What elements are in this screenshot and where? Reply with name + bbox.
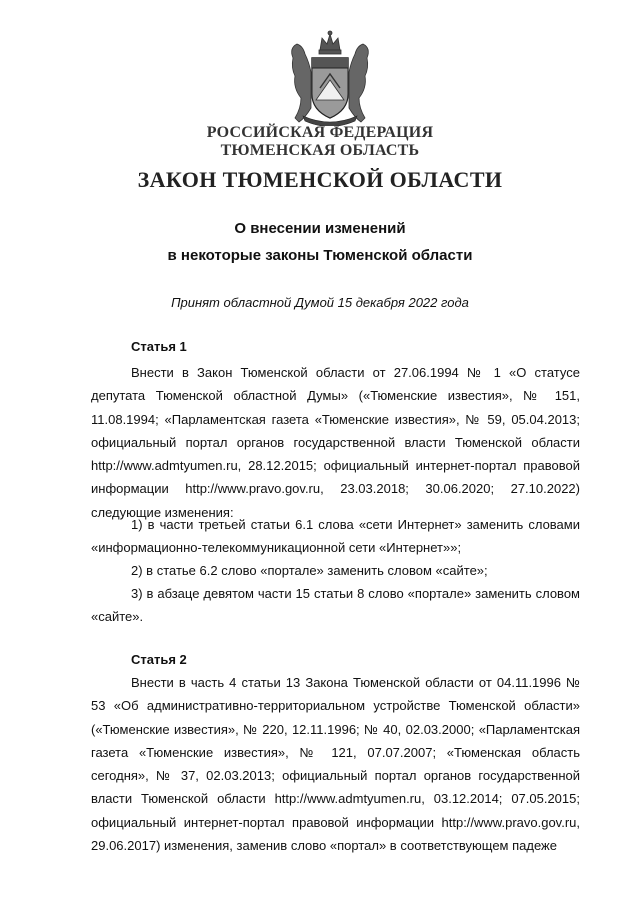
adoption-note: Принят областной Думой 15 декабря 2022 года — [171, 295, 469, 310]
article1-item3: 3) в абзаце девятом части 15 статьи 8 слово «портале» заменить словом «сайте». — [91, 586, 580, 625]
article1-item2: 2) в статье 6.2 слово «портале» заменить словом «сайте»; — [131, 563, 488, 578]
article1-item1: 1) в части третьей статьи 6.1 слова «сети Интернет» заменить словами «информационно-телекоммуникационной сети «Интернет»»; — [91, 517, 580, 556]
law-title: ЗАКОН ТЮМЕНСКОЙ ОБЛАСТИ — [137, 167, 503, 192]
coat-of-arms-icon — [285, 28, 375, 126]
article2-text: Внести в часть 4 статьи 13 Закона Тюменской области от 04.11.1996 № 53 «Об административно-территориальном устройстве Тюменской области» («Тюменские известия», № 220, 12.11.1996; № 40, 02.03.2000; «Парламентская газета «Тюменские известия», № 121, 07.07.2007; «Тюменская область сегодня», № 37, 02.03.2013; официальный портал органов государственной власти Тюменской области http://www.admtyumen.ru, 03.12.2014; 07.05.2015; официальный интернет-портал правовой информации http://www.pravo.gov.ru, 29.06.2017) изменения, заменив слово «портал» в соответствующем падеже — [91, 675, 580, 854]
article1-intro: Внести в Закон Тюменской области от 27.06.1994 № 1 «О статусе депутата Тюменской областной Думы» («Тюменские известия», № 151, 11.08.1994; «Парламентская газета «Тюменские известия», № 59, 05.04.2013; официальный портал органов государственной власти Тюменской области http://www.admtyumen.ru, 28.12.2015; официальный интернет-портал правовой информации http://www.pravo.gov.ru, 23.03.2018; 30.06.2020; 27.10.2022) следующие изменения: — [91, 365, 580, 520]
article1-heading: Статья 1 — [131, 339, 187, 354]
header-region: ТЮМЕНСКАЯ ОБЛАСТЬ — [220, 142, 420, 159]
article2-heading: Статья 2 — [131, 652, 187, 667]
header-country: РОССИЙСКАЯ ФЕДЕРАЦИЯ — [206, 124, 434, 141]
document-title-line1: О внесении изменений — [234, 220, 406, 237]
document-title-line2: в некоторые законы Тюменской области — [167, 247, 473, 264]
